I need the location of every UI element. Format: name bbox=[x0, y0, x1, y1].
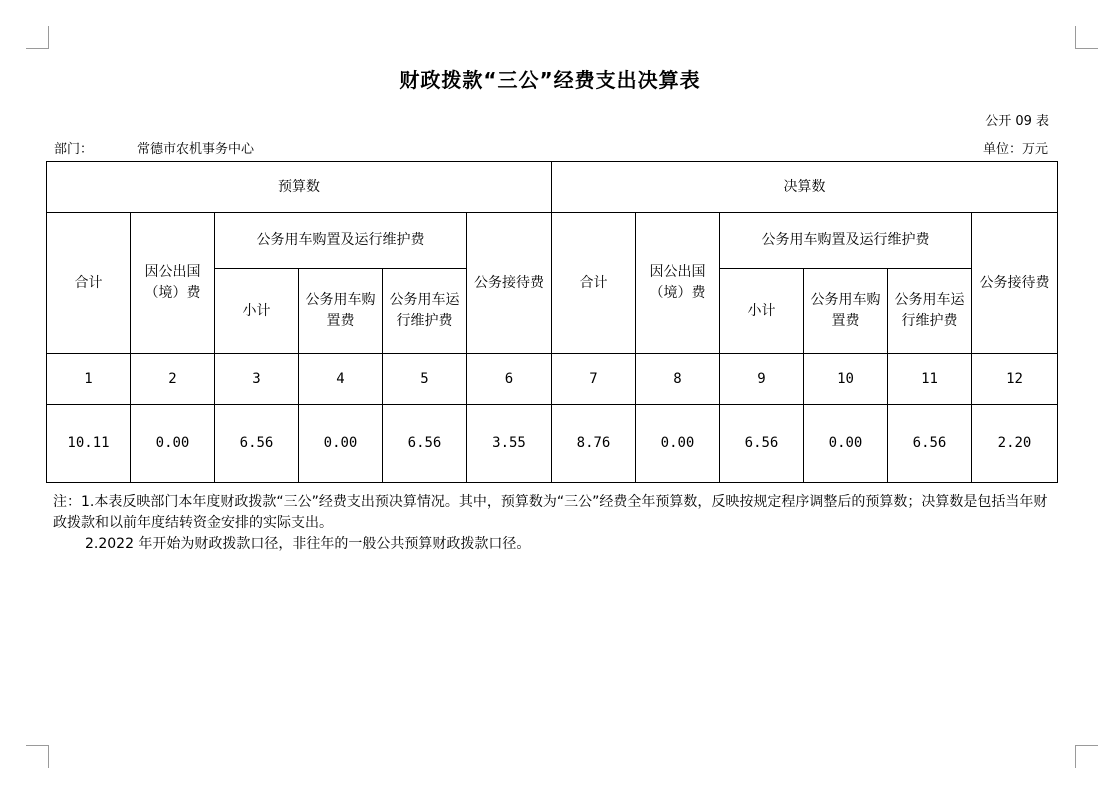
index-cell: 6 bbox=[467, 354, 552, 405]
value-cell: 8.76 bbox=[552, 405, 636, 483]
header-final: 决算数 bbox=[552, 162, 1058, 213]
value-cell: 6.56 bbox=[720, 405, 804, 483]
index-cell: 12 bbox=[972, 354, 1058, 405]
header-budget-vehicle-purchase: 公务用车购置费 bbox=[299, 269, 383, 354]
form-number: 公开 09 表 bbox=[985, 114, 1049, 129]
index-row bbox=[47, 354, 1058, 405]
header-budget-abroad: 因公出国（境）费 bbox=[131, 213, 215, 354]
value-cell: 0.00 bbox=[804, 405, 888, 483]
crop-mark-top-left bbox=[26, 26, 49, 49]
value-row bbox=[47, 405, 1058, 483]
header-budget-vehicle-operation: 公务用车运行维护费 bbox=[383, 269, 467, 354]
value-cell: 6.56 bbox=[383, 405, 467, 483]
header-final-total: 合计 bbox=[552, 213, 636, 354]
header-final-vehicle-purchase: 公务用车购置费 bbox=[804, 269, 888, 354]
header-final-vehicle: 公务用车购置及运行维护费 bbox=[720, 213, 972, 269]
value-cell: 6.56 bbox=[888, 405, 972, 483]
unit-label: 单位：万元 bbox=[982, 142, 1048, 157]
header-final-vehicle-operation: 公务用车运行维护费 bbox=[888, 269, 972, 354]
value-cell: 2.20 bbox=[972, 405, 1058, 483]
index-cell: 7 bbox=[552, 354, 636, 405]
expense-table bbox=[46, 161, 1058, 483]
index-cell: 9 bbox=[720, 354, 804, 405]
crop-mark-bottom-right bbox=[1075, 745, 1098, 768]
value-cell: 0.00 bbox=[299, 405, 383, 483]
index-cell: 10 bbox=[804, 354, 888, 405]
value-cell: 0.00 bbox=[636, 405, 720, 483]
header-final-reception: 公务接待费 bbox=[972, 213, 1058, 354]
header-final-abroad: 因公出国（境）费 bbox=[636, 213, 720, 354]
document-title: 财政拨款“三公”经费支出决算表 bbox=[399, 68, 701, 92]
table-notes bbox=[53, 492, 1053, 555]
note-1: 注：1.本表反映部门本年度财政拨款“三公”经费支出预决算情况。其中，预算数为“三公”经费全年预算数，反映按规定程序调整后的预算数；决算数是包括当年财政拨款和以前年度结转资金安排的实际支出。 bbox=[53, 494, 1048, 531]
header-budget: 预算数 bbox=[47, 162, 552, 213]
index-cell: 2 bbox=[131, 354, 215, 405]
note-2: 2.2022 年开始为财政拨款口径，非往年的一般公共预算财政拨款口径。 bbox=[85, 536, 531, 552]
header-final-subtotal: 小计 bbox=[720, 269, 804, 354]
header-budget-total: 合计 bbox=[47, 213, 131, 354]
crop-mark-bottom-left bbox=[26, 745, 49, 768]
index-cell: 1 bbox=[47, 354, 131, 405]
value-cell: 3.55 bbox=[467, 405, 552, 483]
crop-mark-top-right bbox=[1075, 26, 1098, 49]
department-label: 部门： bbox=[54, 142, 94, 157]
index-cell: 11 bbox=[888, 354, 972, 405]
header-budget-vehicle: 公务用车购置及运行维护费 bbox=[215, 213, 467, 269]
value-cell: 6.56 bbox=[215, 405, 299, 483]
index-cell: 5 bbox=[383, 354, 467, 405]
value-cell: 0.00 bbox=[131, 405, 215, 483]
index-cell: 8 bbox=[636, 354, 720, 405]
index-cell: 4 bbox=[299, 354, 383, 405]
department-name: 常德市农机事务中心 bbox=[137, 142, 255, 157]
header-budget-reception: 公务接待费 bbox=[467, 213, 552, 354]
header-budget-subtotal: 小计 bbox=[215, 269, 299, 354]
value-cell: 10.11 bbox=[47, 405, 131, 483]
index-cell: 3 bbox=[215, 354, 299, 405]
